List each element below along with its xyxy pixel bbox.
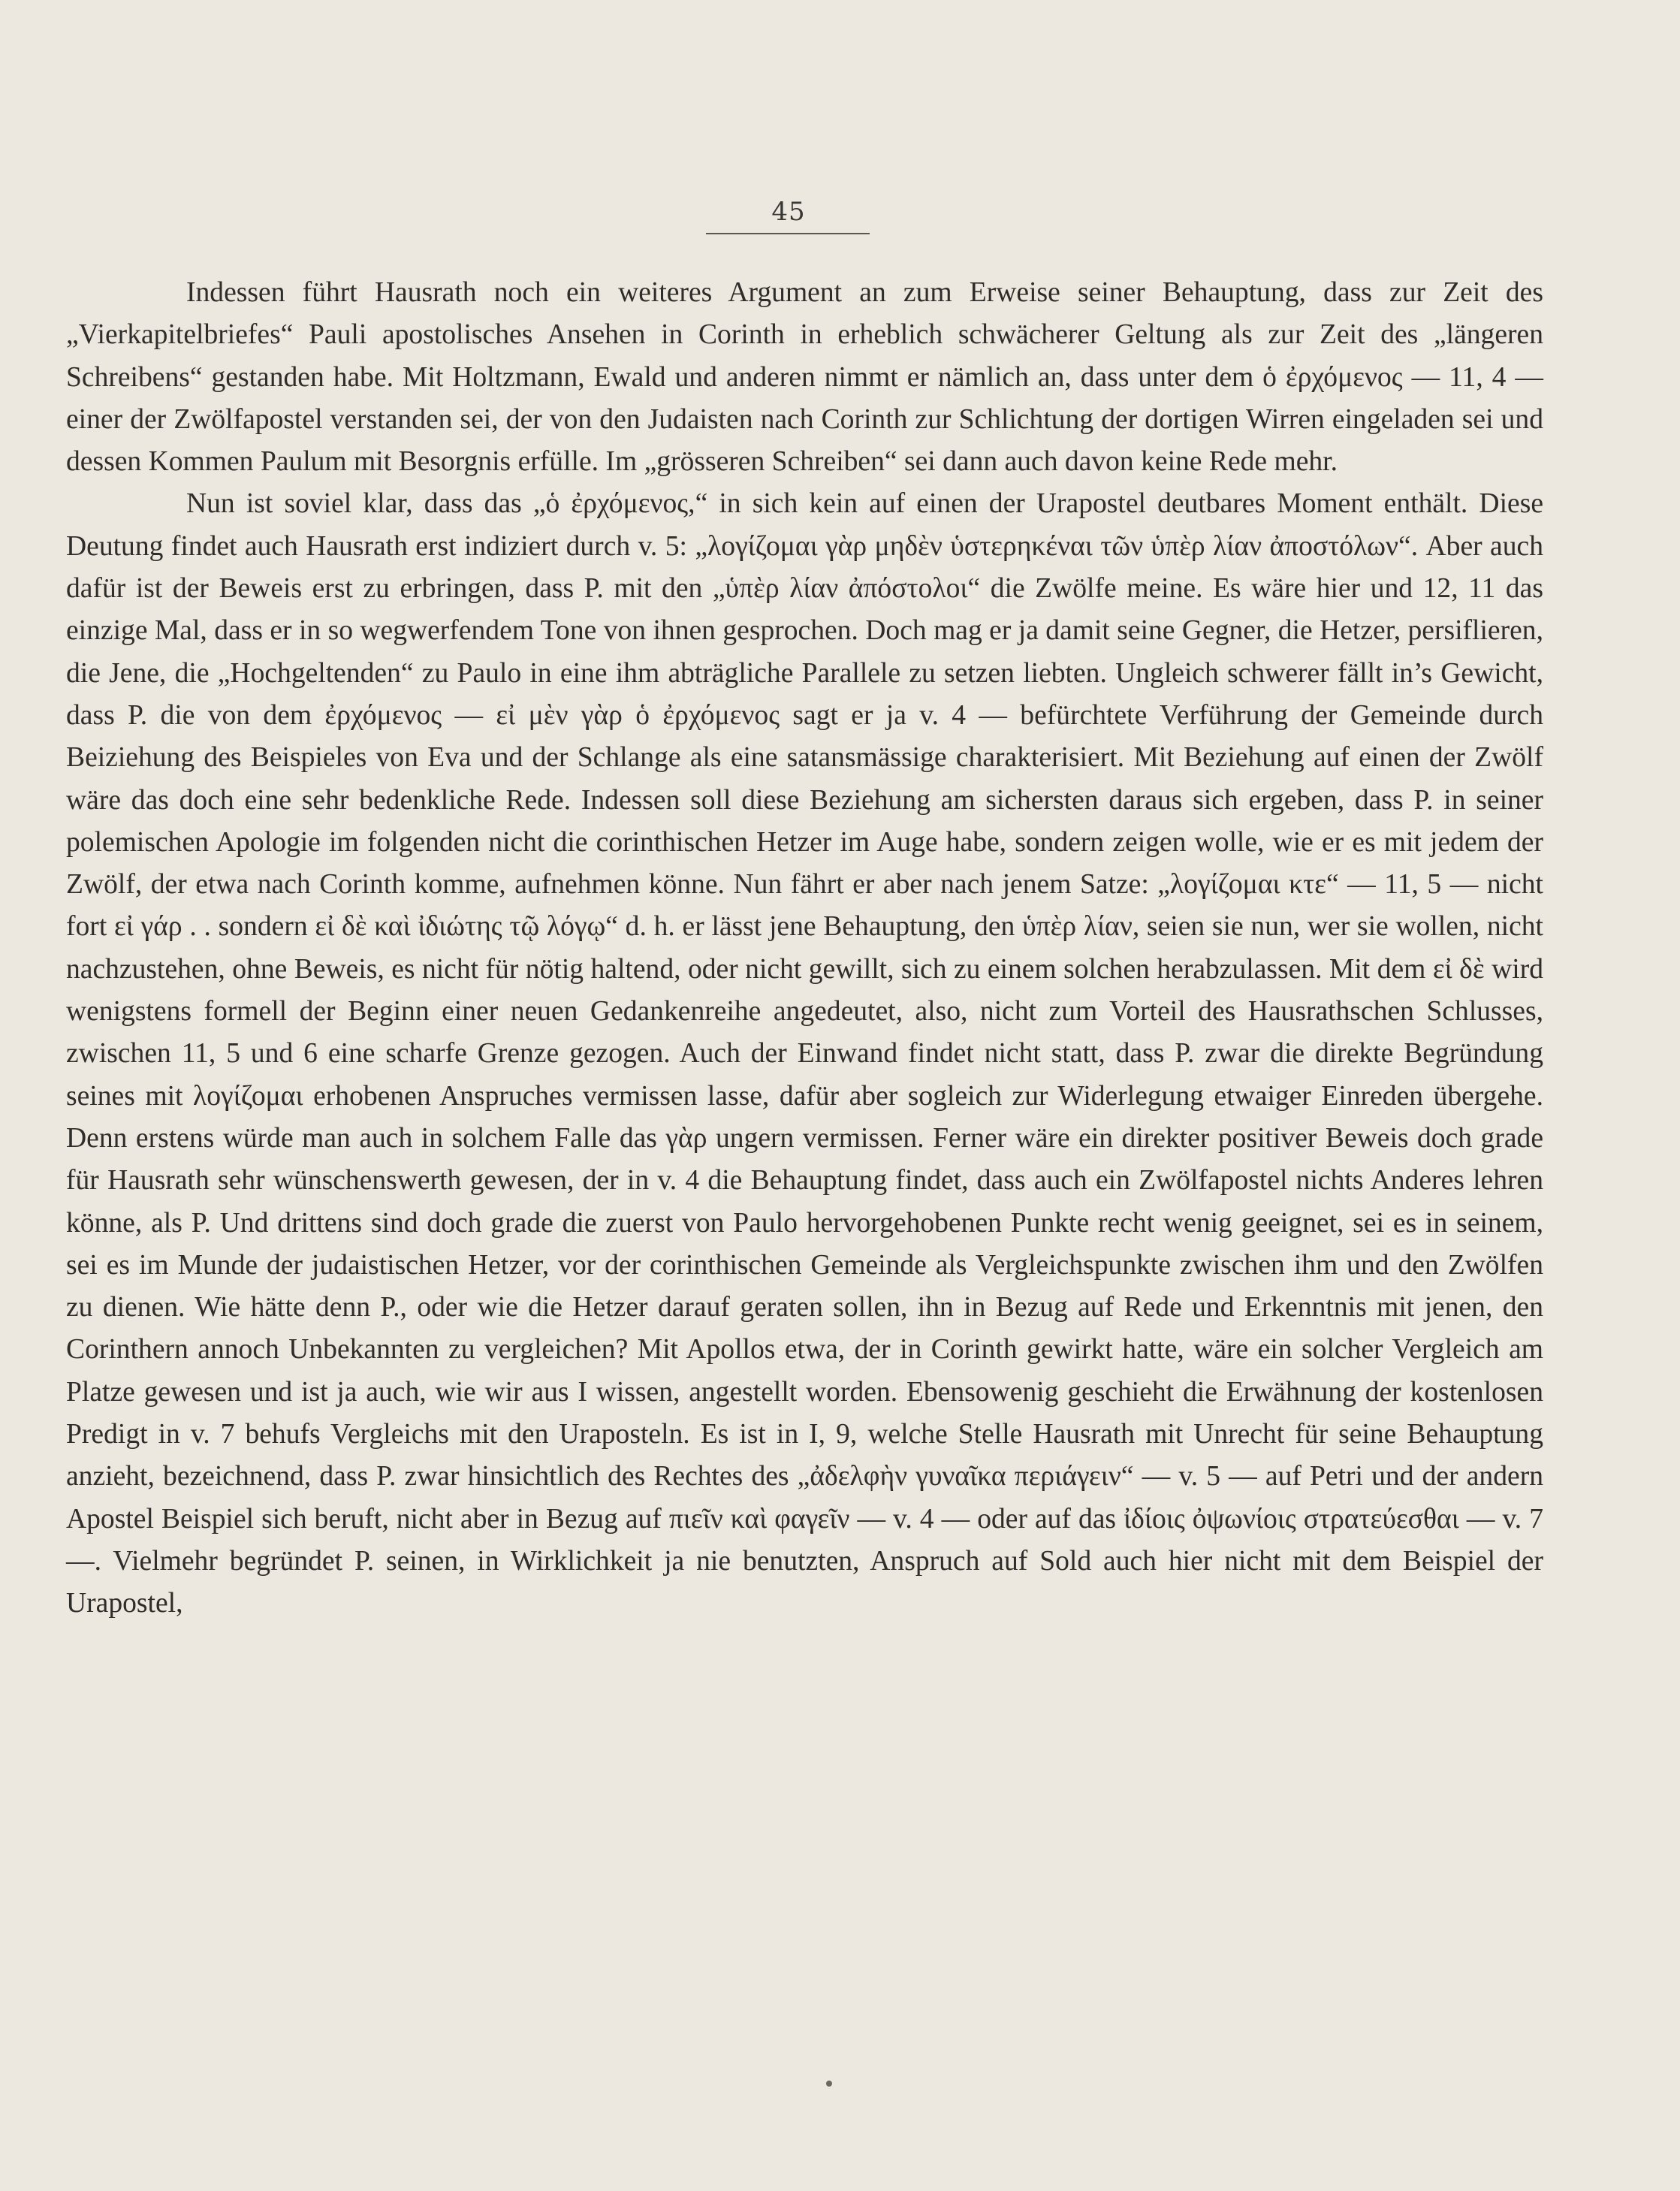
print-mark [826,2081,832,2087]
page-number-rule [706,233,870,234]
page-number: 45 [771,197,806,227]
paragraph-2: Nun ist soviel klar, dass das „ὁ ἐρχόμενος,“ in sich kein auf einen der Urapostel deutbares Moment enthält. Diese Deutung findet auch Hausrath erst indiziert durch v. 5: „λογίζομαι γὰρ μηδὲν ὑστερηκέναι τῶν ὑπὲρ λίαν ἀποστόλων“. Aber auch dafür ist der Beweis erst zu erbringen, dass P. mit den „ὑπὲρ λίαν ἀπόστολοι“ die Zwölfe meine. Es wäre hier und 12, 11 das einzige Mal, dass er in so wegwerfendem Tone von ihnen gesprochen. Doch mag er ja damit seine Gegner, die Hetzer, persiflieren, die Jene, die „Hochgeltenden“ zu Paulo in eine ihm abträgliche Parallele zu setzen liebten. Ungleich schwerer fällt in’s Gewicht, dass P. die von dem ἐρχόμενος — εἰ μὲν γὰρ ὁ ἐρχόμενος sagt er ja v. 4 — befürchtete Verführung der Gemeinde durch Beiziehung des Beispieles von Eva und der Schlange als eine satansmässige charakterisiert. Mit Beziehung auf einen der Zwölf wäre das doch eine sehr bedenkliche Rede. Indessen soll diese Beziehung am sichersten daraus sich ergeben, dass P. in seiner polemischen Apologie im folgenden nicht die corinthischen Hetzer im Auge habe, sondern zeigen wolle, wie er es mit jedem der Zwölf, der etwa nach Corinth komme, aufnehmen könne. Nun fährt er aber nach jenem Satze: „λογίζομαι κτε“ — 11, 5 — nicht fort εἰ γάρ . . sondern εἰ δὲ καὶ ἰδιώτης τῷ λόγῳ“ d. h. er lässt jene Behauptung, den ὑπὲρ λίαν, seien sie nun, wer sie wollen, nicht nachzustehen, ohne Beweis, es nicht für nötig haltend, oder nicht gewillt, sich zu einem solchen herabzulassen. Mit dem εἰ δὲ wird wenigstens formell der Beginn einer neuen Gedankenreihe angedeutet, also, nicht zum Vorteil des Hausrathschen Schlusses, zwischen 11, 5 und 6 eine scharfe Grenze gezogen. Auch der Einwand findet nicht statt, dass P. zwar die direkte Begründung seines mit λογίζομαι erhobenen Anspruches vermissen lasse, dafür aber sogleich zur Widerlegung etwaiger Einreden übergehe. Denn erstens würde man auch in solchem Falle das γὰρ ungern vermissen. Ferner wäre ein direkter positiver Beweis doch grade für Hausrath sehr wünschenswerth gewesen, der in v. 4 die Behauptung findet, dass auch ein Zwölfapostel nichts Anderes lehren könne, als P. Und drittens sind doch grade die zuerst von Paulo hervorgehobenen Punkte recht wenig geeignet, sei es in seinem, sei es im Munde der judaistischen Hetzer, vor der corinthischen Gemeinde als Vergleichspunkte zwischen ihm und den Zwölfen zu dienen. Wie hätte denn P., oder wie die Hetzer darauf geraten sollen, ihn in Bezug auf Rede und Erkenntnis mit jenen, den Corinthern annoch Unbekannten zu vergleichen? Mit Apollos etwa, der in Corinth gewirkt hatte, wäre ein solcher Vergleich am Platze gewesen und ist ja auch, wie wir aus I wissen, angestellt worden. Ebensowenig geschieht die Erwähnung der kostenlosen Predigt in v. 7 behufs Vergleichs mit den Uraposteln. Es ist in I, 9, welche Stelle Hausrath mit Unrecht für seine Behauptung anzieht, bezeichnend, dass P. zwar hinsichtlich des Rechtes des „ἀδελφὴν γυναῖκα περιάγειν“ — v. 5 — auf Petri und der andern Apostel Beispiel sich beruft, nicht aber in Bezug auf πιεῖν καὶ φαγεῖν — v. 4 — oder auf das ἰδίοις ὀψωνίοις στρατεύεσθαι — v. 7 —. Vielmehr begründet P. seinen, in Wirklichkeit ja nie benutzten, Anspruch auf Sold auch hier nicht mit dem Beispiel der Urapostel, [66,488,1543,1619]
body-text [66,272,1543,1625]
paragraph-1: Indessen führt Hausrath noch ein weiteres Argument an zum Erweise seiner Behauptung, dass zur Zeit des „Vierkapitelbriefes“ Pauli apostolisches Ansehen in Corinth in erheblich schwächerer Geltung als zur Zeit des „längeren Schreibens“ gestanden habe. Mit Holtzmann, Ewald und anderen nimmt er nämlich an, dass unter dem ὁ ἐρχόμενος — 11, 4 — einer der Zwölfapostel verstanden sei, der von den Judaisten nach Corinth zur Schlichtung der dortigen Wirren eingeladen sei und dessen Kommen Paulum mit Besorgnis erfülle. Im „grösseren Schreiben“ sei dann auch davon keine Rede mehr. [66,277,1543,478]
